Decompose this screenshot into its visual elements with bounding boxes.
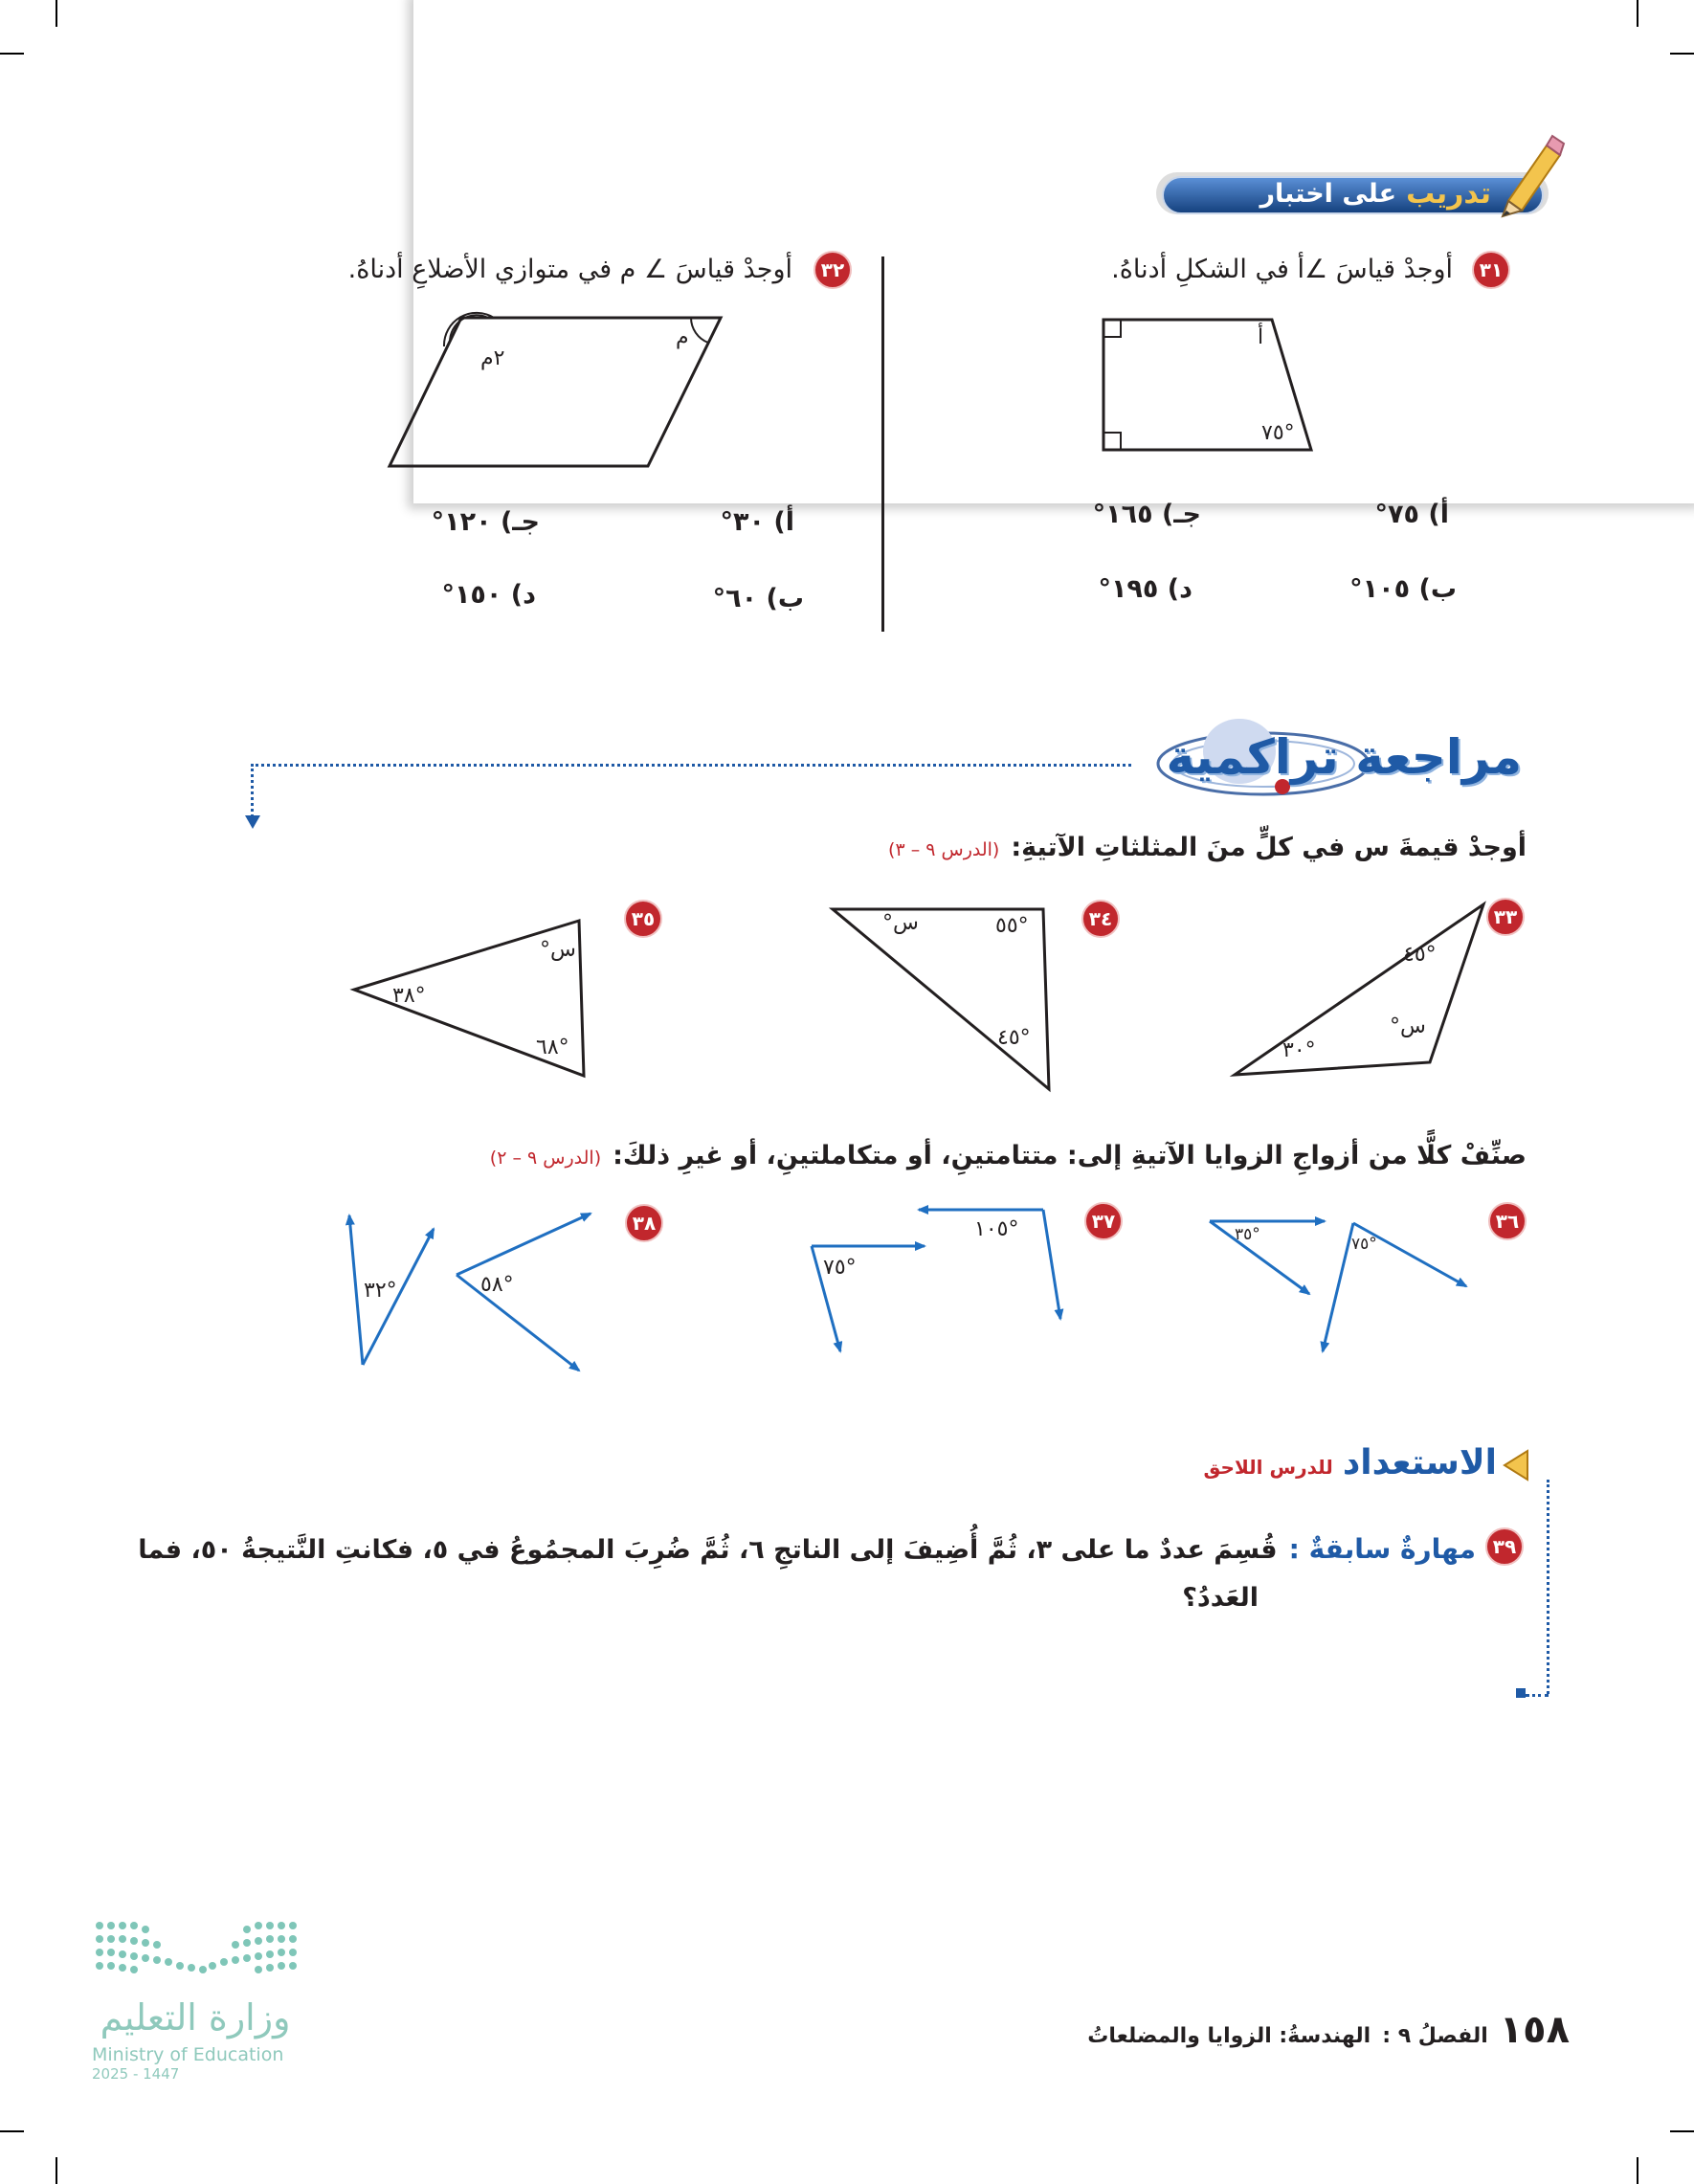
page-number: ١٥٨: [1499, 2008, 1570, 2052]
q32-label-m: م: [676, 325, 689, 349]
q31-option-c[interactable]: جـ) ١٦٥°: [1092, 500, 1201, 529]
crop-mark: [0, 2130, 24, 2132]
preparation-subtitle: للدرس اللاحق: [1203, 1456, 1333, 1479]
q34-angle-55: °٥٥: [995, 914, 1029, 938]
question-number-33: ٣٣: [1486, 898, 1525, 936]
footer-chapter-row: [1087, 2008, 1570, 2052]
question-31-prompt: أوجدْ قياسَ ∠أ في الشكلِ أدناهُ.: [1111, 255, 1453, 284]
dotted-leader: [251, 764, 1131, 767]
crop-mark: [1670, 53, 1694, 55]
preparation-end-marker: [1516, 1688, 1526, 1698]
test-practice-header: [1156, 172, 1558, 218]
q34-angle-45: °٤٥: [997, 1026, 1031, 1050]
q32-option-c[interactable]: جـ) ١٢٠°: [431, 507, 540, 537]
q32-option-a[interactable]: أ) ٣٠°: [720, 507, 794, 537]
question-number-37: ٣٧: [1084, 1202, 1123, 1240]
footer-chapter: الفصلُ ٩ :: [1382, 2024, 1488, 2048]
ministry-name-en: Ministry of Education: [92, 2044, 284, 2065]
q35-angle-38: °٣٨: [392, 984, 426, 1008]
preparation-title: الاستعداد: [1342, 1443, 1497, 1482]
instruction-1-row: [888, 833, 1527, 862]
q39-label: مهارةٌ سابقةٌ :: [1288, 1533, 1476, 1565]
arrow-down-icon: [243, 815, 262, 831]
q35-angle-68: °٦٨: [536, 1036, 569, 1059]
question-number-35: ٣٥: [624, 900, 662, 938]
question-number-39: ٣٩: [1485, 1527, 1524, 1566]
crop-mark: [56, 0, 57, 27]
q31-option-a[interactable]: أ) ٧٥°: [1374, 500, 1449, 529]
q36-angle-75: °٧٥: [1351, 1235, 1377, 1254]
instruction-2-row: [490, 1141, 1527, 1170]
crop-mark: [1637, 2157, 1638, 2184]
test-divider: [881, 256, 884, 632]
q33-angle-x: س°: [1390, 1014, 1426, 1038]
q37-angle-75: °٧٥: [823, 1256, 857, 1280]
preparation-header: [1204, 1443, 1497, 1482]
ministry-name-ar: وزارة التعليم: [100, 1996, 291, 2039]
triangle-bullet-icon: [1501, 1449, 1529, 1482]
q31-label-75: °٧٥: [1261, 421, 1295, 445]
q33-angle-30: °٣٠: [1282, 1038, 1316, 1062]
instruction-2: صنِّفْ كلًّا من أزواجِ الزوايا الآتيةِ إلى: متتامتينِ، أو متكاملتينِ، أو غيرِ ذلكَ:: [613, 1141, 1527, 1170]
q38-angle-32: °٣٢: [364, 1279, 397, 1303]
preparation-dotted-border: [1547, 1480, 1549, 1694]
test-practice-title-part2: على اختبار: [1259, 178, 1397, 209]
q34-angle-x: س°: [882, 911, 919, 935]
q33-angle-45: °٤٥: [1403, 943, 1437, 967]
ministry-logo-icon: [92, 1918, 302, 1985]
dotted-leader-down: [251, 764, 254, 817]
ministry-year: 2025 - 1447: [92, 2065, 180, 2083]
q32-option-d[interactable]: د) ١٥٠°: [441, 580, 536, 610]
q32-option-b[interactable]: ب) ٦٠°: [712, 584, 804, 613]
crop-mark: [0, 53, 24, 55]
pencil-icon: [1489, 130, 1566, 218]
crop-mark: [1670, 2130, 1694, 2132]
q39-text-line1: [138, 1533, 1476, 1565]
preparation-dotted-bottom: [1526, 1694, 1549, 1697]
question-number-34: ٣٤: [1081, 900, 1120, 938]
lesson-reference-2: (الدرس ٩ – ٢): [489, 1148, 602, 1169]
question-number-36: ٣٦: [1488, 1202, 1527, 1240]
q36-angle-35: °٣٥: [1235, 1225, 1260, 1244]
q35-angle-x: س°: [540, 938, 576, 962]
question-number-38: ٣٨: [625, 1204, 663, 1242]
cumulative-review-title: مراجعة تراكمية: [1166, 729, 1522, 785]
question-number-32: ٣٢: [814, 251, 852, 289]
question-number-31: ٣١: [1472, 251, 1510, 289]
q39-line1: قُسِمَ عددٌ ما على ٣، ثُمَّ أُضِيفَ إلى الناتجِ ٦، ثُمَّ ضُرِبَ المجمُوعُ في ٥، فكانتِ النَّتيجةُ ٥٠، فما: [138, 1535, 1278, 1565]
q31-label-a: أ: [1258, 325, 1264, 349]
q39-line2: العَددُ؟: [1182, 1583, 1259, 1613]
test-practice-title-part1: تدريب: [1406, 176, 1491, 211]
q38-angle-58: °٥٨: [480, 1273, 514, 1297]
instruction-1: أوجدْ قيمةَ س في كلٍّ منَ المثلثاتِ الآتيةِ:: [1011, 833, 1527, 862]
cumulative-review-header: [1120, 708, 1541, 813]
footer-chapter-title: الهندسةُ: الزوايا والمضلعاتُ: [1087, 2024, 1371, 2048]
q37-angle-105: °١٠٥: [974, 1217, 1019, 1241]
q32-label-2m: ٢م: [480, 346, 505, 370]
q31-option-d[interactable]: د) ١٩٥°: [1098, 574, 1192, 604]
question-32-prompt: أوجدْ قياسَ ∠ م في متوازي الأضلاعِ أدناهُ.: [347, 255, 792, 284]
q33-triangle: [1225, 895, 1493, 1081]
crop-mark: [56, 2157, 57, 2184]
crop-mark: [1637, 0, 1638, 27]
lesson-reference-1: (الدرس ٩ – ٣): [888, 839, 1000, 860]
q31-option-b[interactable]: ب) ١٠٥°: [1349, 574, 1457, 604]
